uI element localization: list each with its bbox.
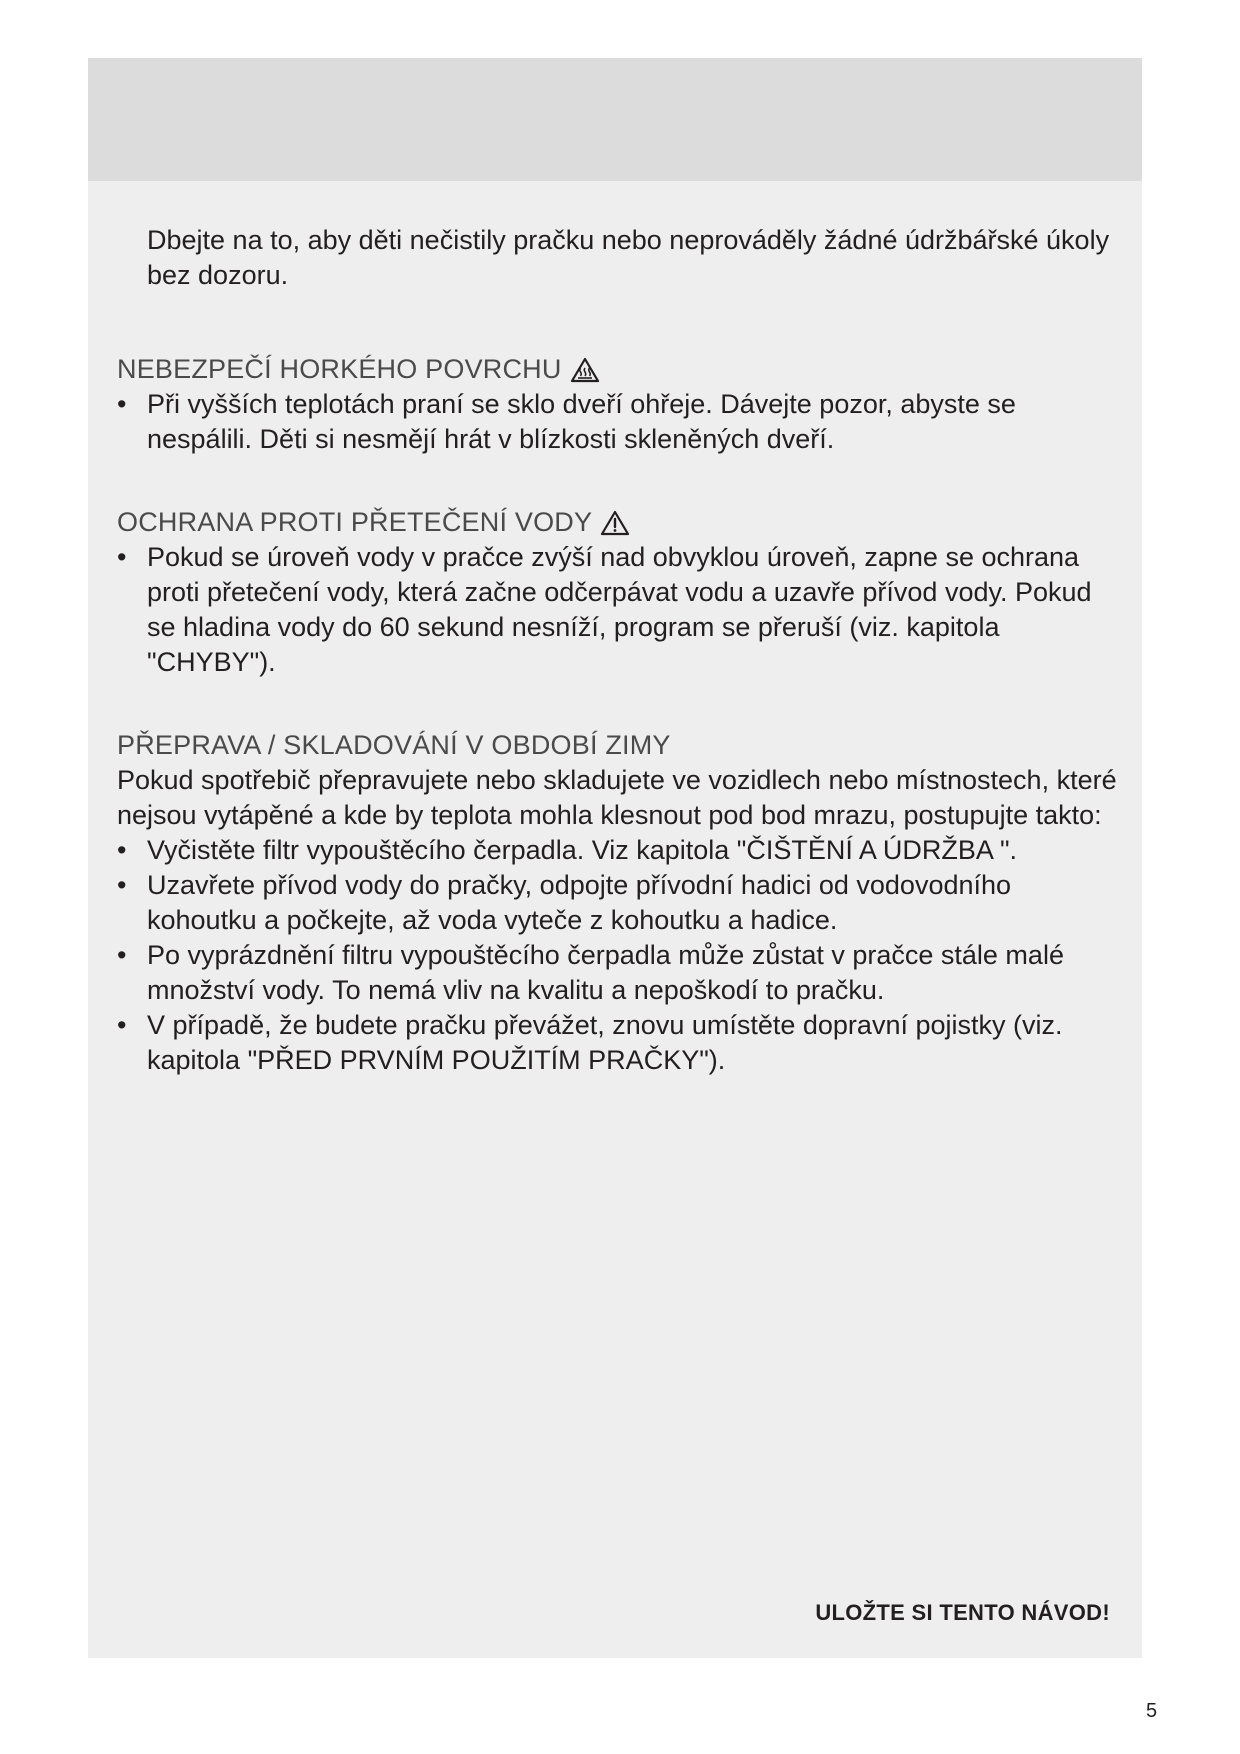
save-manual-note: ULOŽTE SI TENTO NÁVOD! — [815, 1600, 1110, 1625]
panel-header-band — [88, 58, 1142, 181]
bullet-marker: • — [117, 835, 127, 865]
list-item-text: Pokud se úroveň vody v pračce zvýší nad obvyklou úroveň, zapne se ochrana proti přetečení vody, která začne odčerpávat vodu a uzavře přívod vody. Pokud se hladina vody do 60 sekund nesníží, program se přeruší (viz. kapitola "CHYBY"). — [147, 542, 1092, 677]
list-item — [117, 868, 1122, 938]
section-overflow-protection — [117, 505, 1122, 680]
list-item-text: Při vyšších teplotách praní se sklo dveří ohřeje. Dávejte pozor, abyste se nespálili. Děti si nesmějí hrát v blízkosti skleněných dveří. — [147, 389, 1016, 454]
hot-surface-warning-icon — [570, 357, 600, 383]
list-item — [117, 938, 1122, 1008]
bullet-marker: • — [117, 940, 127, 970]
section-title — [117, 505, 1122, 540]
section-transport-winter — [117, 728, 1122, 1078]
list-item — [117, 387, 1122, 457]
bullet-marker: • — [117, 1010, 127, 1040]
list-item — [117, 833, 1122, 868]
bullet-list — [117, 540, 1122, 680]
list-item-text: V případě, že budete pračku převážet, znovu umístěte dopravní pojistky (viz. kapitola "PŘED PRVNÍM POUŽITÍM PRAČKY"). — [147, 1010, 1063, 1075]
page-number: 5 — [1146, 1700, 1158, 1722]
list-item — [117, 540, 1122, 680]
section-hot-surface — [117, 352, 1122, 457]
bullet-marker: • — [117, 870, 127, 900]
list-item-text: Po vyprázdnění filtru vypouštěcího čerpadla může zůstat v pračce stále malé množství vody. To nemá vliv na kvalitu a nepoškodí to pračku. — [147, 940, 1064, 1005]
bullet-list — [117, 833, 1122, 1078]
section-paragraph: Pokud spotřebič přepravujete nebo skladujete ve vozidlech nebo místnostech, které nejsou vytápěné a kde by teplota mohla klesnout pod bod mrazu, postupujte takto: — [117, 765, 1117, 830]
content-panel — [88, 58, 1142, 1658]
section-title — [117, 352, 1122, 387]
section-title-text: PŘEPRAVA / SKLADOVÁNÍ V OBDOBÍ ZIMY — [117, 730, 671, 760]
warning-triangle-icon — [600, 510, 630, 536]
list-item-text: Vyčistěte filtr vypouštěcího čerpadla. Viz kapitola "ČIŠTĚNÍ A ÚDRŽBA ". — [147, 835, 1018, 865]
list-item-text: Uzavřete přívod vody do pračky, odpojte přívodní hadici od vodovodního kohoutku a počkejte, až voda vyteče z kohoutku a hadice. — [147, 870, 1012, 935]
intro-paragraph: Dbejte na to, aby děti nečistily pračku nebo neprováděly žádné údržbářské úkoly bez dozoru. — [147, 225, 1110, 290]
section-title-text: NEBEZPEČÍ HORKÉHO POVRCHU — [117, 354, 562, 384]
bullet-list — [117, 387, 1122, 457]
section-title — [117, 728, 1122, 763]
bullet-marker: • — [117, 389, 127, 419]
bullet-marker: • — [117, 542, 127, 572]
list-item — [117, 1008, 1122, 1078]
document-body — [117, 223, 1122, 1078]
section-title-text: OCHRANA PROTI PŘETEČENÍ VODY — [117, 507, 593, 537]
